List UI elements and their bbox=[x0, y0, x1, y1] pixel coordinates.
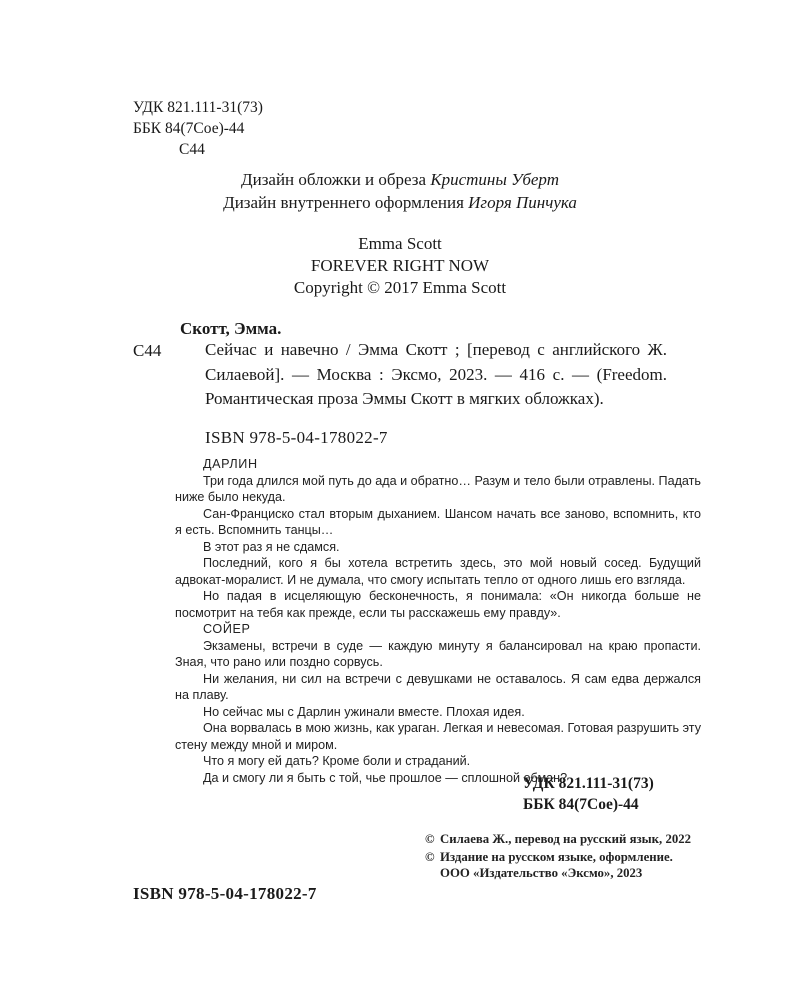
original-author: Emma Scott bbox=[358, 234, 442, 253]
annotation-paragraph: В этот раз я не сдамся. bbox=[203, 539, 340, 554]
copyright-text: Силаева Ж., перевод на русский язык, 2022 bbox=[440, 832, 692, 846]
udk-code: УДК 821.111-31(73) bbox=[133, 99, 263, 116]
annotation-paragraph: Сан-Франциско стал вторым дыханием. Шансом начать все заново, вспомнить, кто я есть. Вспомнить танцы… bbox=[175, 506, 701, 537]
annotation-paragraph: Да и смогу ли я быть с той, чье прошлое — сплошной обман? bbox=[203, 770, 568, 785]
annotation-paragraph: Экзамены, встречи в суде — каждую минуту я балансировал на краю пропасти. Зная, что рано или поздно сорвусь. bbox=[175, 638, 701, 669]
bbk-code: ББК 84(7Сое)-44 bbox=[133, 120, 245, 137]
annotation-paragraph: Последний, кого я бы хотела встретить здесь, это мой новый сосед. Будущий адвокат-моралист. И не думала, что смогу испытать тепло от одного лишь его взгляда. bbox=[175, 556, 701, 587]
cover-design-credit bbox=[0, 170, 800, 190]
credit-text: Дизайн обложки и обреза bbox=[241, 170, 427, 189]
annotation-heading: СОЙЕР bbox=[203, 622, 251, 636]
bibliographic-code: С44 bbox=[133, 341, 162, 360]
classification-top bbox=[133, 97, 263, 160]
copyright-symbol: © bbox=[425, 832, 435, 846]
credit-name: Кристины Уберт bbox=[430, 170, 559, 189]
annotation-paragraph: Она ворвалась в мою жизнь, как ураган. Легкая и невесомая. Готовая разрушить эту стену между мной и миром. bbox=[175, 721, 701, 752]
annotation-paragraph: Что я могу ей дать? Кроме боли и страданий. bbox=[203, 754, 471, 768]
bbk-code-bottom: ББК 84(7Сое)-44 bbox=[523, 796, 639, 813]
interior-design-credit bbox=[0, 193, 800, 213]
udk-code-bottom: УДК 821.111-31(73) bbox=[523, 775, 654, 792]
isbn-bottom: ISBN 978-5-04-178022-7 bbox=[133, 884, 317, 903]
annotation-paragraph: Но падая в исцеляющую бесконечность, я понимала: «Он никогда больше не посмотрит на тебя как прежде, если ты расскажешь ему правду». bbox=[175, 589, 701, 620]
author-code: С44 bbox=[179, 141, 205, 158]
credit-name: Игоря Пинчука bbox=[468, 193, 577, 212]
annotation-paragraph: Три года длился мой путь до ада и обратно… Разум и тело были отравлены. Падать ниже было некуда. bbox=[175, 473, 701, 504]
copyright-edition bbox=[425, 849, 705, 881]
copyright-translation bbox=[425, 831, 705, 847]
original-title: FOREVER RIGHT NOW bbox=[310, 256, 490, 275]
author-heading: Скотт, Эмма. bbox=[180, 319, 282, 338]
classification-bottom bbox=[523, 773, 654, 815]
annotation-paragraph: Ни желания, ни сил на встречи с девушками не оставалось. Я сам едва держался на плаву. bbox=[175, 671, 701, 702]
original-copyright: Copyright © 2017 Emma Scott bbox=[293, 278, 507, 297]
copyright-notices bbox=[425, 831, 705, 883]
annotation bbox=[175, 456, 701, 786]
copyright-symbol: © bbox=[425, 850, 435, 864]
annotation-heading: ДАРЛИН bbox=[203, 457, 258, 471]
bibliographic-description: Сейчас и навечно / Эмма Скотт ; [перевод с английского Ж. Силаевой]. — Москва : Эксмо, 2023. — 416 с. — (Freedom. Романтическая проза Эммы Скотт в мягких обложках). bbox=[205, 340, 667, 408]
copyright-text: Издание на русском языке, оформление. ООО «Издательство «Эксмо», 2023 bbox=[440, 850, 673, 880]
isbn-main: ISBN 978-5-04-178022-7 bbox=[205, 428, 388, 447]
credit-text: Дизайн внутреннего оформления bbox=[223, 193, 464, 212]
annotation-paragraph: Но сейчас мы с Дарлин ужинали вместе. Плохая идея. bbox=[203, 704, 525, 719]
